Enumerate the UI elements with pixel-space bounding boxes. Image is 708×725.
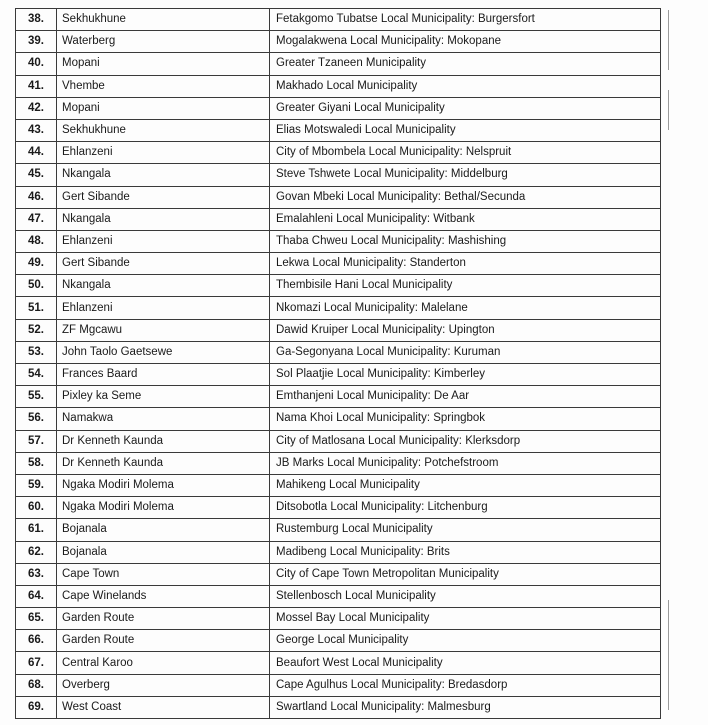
- table-row: [16, 452, 661, 474]
- table-row: [16, 208, 661, 230]
- district-cell: Pixley ka Seme: [57, 386, 270, 408]
- table-row: [16, 652, 661, 674]
- row-number: 61.: [16, 519, 57, 541]
- municipality-cell: Mahikeng Local Municipality: [270, 474, 661, 496]
- district-cell: Ehlanzeni: [57, 230, 270, 252]
- table-row: [16, 474, 661, 496]
- municipality-cell: Swartland Local Municipality: Malmesburg: [270, 696, 661, 718]
- row-number: 67.: [16, 652, 57, 674]
- row-number: 44.: [16, 142, 57, 164]
- row-number: 64.: [16, 585, 57, 607]
- municipality-cell: Madibeng Local Municipality: Brits: [270, 541, 661, 563]
- municipality-cell: Emalahleni Local Municipality: Witbank: [270, 208, 661, 230]
- table-row: [16, 31, 661, 53]
- municipality-cell: Beaufort West Local Municipality: [270, 652, 661, 674]
- district-cell: Central Karoo: [57, 652, 270, 674]
- row-number: 43.: [16, 119, 57, 141]
- district-cell: Vhembe: [57, 75, 270, 97]
- municipality-table: [15, 8, 661, 719]
- row-number: 65.: [16, 608, 57, 630]
- row-number: 62.: [16, 541, 57, 563]
- scan-edge-line: [668, 600, 669, 710]
- table-row: [16, 9, 661, 31]
- district-cell: ZF Mgcawu: [57, 319, 270, 341]
- row-number: 42.: [16, 97, 57, 119]
- table-row: [16, 297, 661, 319]
- municipality-cell: Govan Mbeki Local Municipality: Bethal/Secunda: [270, 186, 661, 208]
- municipality-cell: Cape Agulhus Local Municipality: Bredasdorp: [270, 674, 661, 696]
- table-row: [16, 430, 661, 452]
- row-number: 68.: [16, 674, 57, 696]
- district-cell: Garden Route: [57, 630, 270, 652]
- row-number: 52.: [16, 319, 57, 341]
- row-number: 40.: [16, 53, 57, 75]
- table-row: [16, 53, 661, 75]
- table-row: [16, 386, 661, 408]
- district-cell: Cape Town: [57, 563, 270, 585]
- scan-edge-line: [668, 90, 669, 130]
- district-cell: Mopani: [57, 97, 270, 119]
- table-row: [16, 408, 661, 430]
- table-row: [16, 142, 661, 164]
- table-row: [16, 230, 661, 252]
- municipality-cell: Greater Tzaneen Municipality: [270, 53, 661, 75]
- table-row: [16, 541, 661, 563]
- district-cell: Nkangala: [57, 164, 270, 186]
- table-row: [16, 75, 661, 97]
- district-cell: John Taolo Gaetsewe: [57, 341, 270, 363]
- municipality-cell: Thaba Chweu Local Municipality: Mashishing: [270, 230, 661, 252]
- district-cell: Waterberg: [57, 31, 270, 53]
- row-number: 48.: [16, 230, 57, 252]
- municipality-cell: Rustemburg Local Municipality: [270, 519, 661, 541]
- row-number: 56.: [16, 408, 57, 430]
- row-number: 38.: [16, 9, 57, 31]
- row-number: 54.: [16, 364, 57, 386]
- row-number: 58.: [16, 452, 57, 474]
- municipality-cell: Ga-Segonyana Local Municipality: Kuruman: [270, 341, 661, 363]
- table-row: [16, 519, 661, 541]
- district-cell: Nkangala: [57, 208, 270, 230]
- district-cell: Bojanala: [57, 519, 270, 541]
- district-cell: Ngaka Modiri Molema: [57, 474, 270, 496]
- municipality-cell: Makhado Local Municipality: [270, 75, 661, 97]
- municipality-cell: Mogalakwena Local Municipality: Mokopane: [270, 31, 661, 53]
- row-number: 41.: [16, 75, 57, 97]
- municipality-cell: Stellenbosch Local Municipality: [270, 585, 661, 607]
- row-number: 39.: [16, 31, 57, 53]
- municipality-cell: Fetakgomo Tubatse Local Municipality: Burgersfort: [270, 9, 661, 31]
- table-row: [16, 275, 661, 297]
- municipality-cell: Sol Plaatjie Local Municipality: Kimberley: [270, 364, 661, 386]
- district-cell: Namakwa: [57, 408, 270, 430]
- municipality-cell: Nama Khoi Local Municipality: Springbok: [270, 408, 661, 430]
- table-row: [16, 497, 661, 519]
- municipality-cell: JB Marks Local Municipality: Potchefstroom: [270, 452, 661, 474]
- row-number: 59.: [16, 474, 57, 496]
- row-number: 66.: [16, 630, 57, 652]
- table-row: [16, 164, 661, 186]
- row-number: 69.: [16, 696, 57, 718]
- district-cell: Dr Kenneth Kaunda: [57, 430, 270, 452]
- table-row: [16, 674, 661, 696]
- district-cell: Gert Sibande: [57, 253, 270, 275]
- municipality-cell: Greater Giyani Local Municipality: [270, 97, 661, 119]
- district-cell: Ehlanzeni: [57, 297, 270, 319]
- table-row: [16, 696, 661, 718]
- district-cell: West Coast: [57, 696, 270, 718]
- municipality-cell: Lekwa Local Municipality: Standerton: [270, 253, 661, 275]
- table-row: [16, 253, 661, 275]
- municipality-cell: Elias Motswaledi Local Municipality: [270, 119, 661, 141]
- district-cell: Overberg: [57, 674, 270, 696]
- municipality-cell: Emthanjeni Local Municipality: De Aar: [270, 386, 661, 408]
- district-cell: Ehlanzeni: [57, 142, 270, 164]
- row-number: 55.: [16, 386, 57, 408]
- district-cell: Sekhukhune: [57, 119, 270, 141]
- scan-edge-line: [668, 10, 669, 70]
- municipality-cell: Ditsobotla Local Municipality: Litchenburg: [270, 497, 661, 519]
- row-number: 63.: [16, 563, 57, 585]
- municipality-cell: Mossel Bay Local Municipality: [270, 608, 661, 630]
- municipality-cell: City of Mbombela Local Municipality: Nelspruit: [270, 142, 661, 164]
- municipality-cell: Nkomazi Local Municipality: Malelane: [270, 297, 661, 319]
- district-cell: Mopani: [57, 53, 270, 75]
- table-row: [16, 186, 661, 208]
- district-cell: Garden Route: [57, 608, 270, 630]
- district-cell: Frances Baard: [57, 364, 270, 386]
- municipality-cell: Dawid Kruiper Local Municipality: Upington: [270, 319, 661, 341]
- table-row: [16, 608, 661, 630]
- table-row: [16, 319, 661, 341]
- district-cell: Dr Kenneth Kaunda: [57, 452, 270, 474]
- table-body: [16, 9, 661, 719]
- table-row: [16, 97, 661, 119]
- district-cell: Ngaka Modiri Molema: [57, 497, 270, 519]
- district-cell: Cape Winelands: [57, 585, 270, 607]
- table-row: [16, 563, 661, 585]
- district-cell: Nkangala: [57, 275, 270, 297]
- municipality-cell: Steve Tshwete Local Municipality: Middelburg: [270, 164, 661, 186]
- municipality-cell: City of Matlosana Local Municipality: Klerksdorp: [270, 430, 661, 452]
- row-number: 53.: [16, 341, 57, 363]
- row-number: 50.: [16, 275, 57, 297]
- municipality-cell: City of Cape Town Metropolitan Municipality: [270, 563, 661, 585]
- table-row: [16, 630, 661, 652]
- district-cell: Sekhukhune: [57, 9, 270, 31]
- row-number: 51.: [16, 297, 57, 319]
- row-number: 57.: [16, 430, 57, 452]
- district-cell: Bojanala: [57, 541, 270, 563]
- row-number: 60.: [16, 497, 57, 519]
- row-number: 49.: [16, 253, 57, 275]
- row-number: 47.: [16, 208, 57, 230]
- municipality-cell: George Local Municipality: [270, 630, 661, 652]
- table-row: [16, 585, 661, 607]
- row-number: 45.: [16, 164, 57, 186]
- table-row: [16, 341, 661, 363]
- municipality-cell: Thembisile Hani Local Municipality: [270, 275, 661, 297]
- district-cell: Gert Sibande: [57, 186, 270, 208]
- table-row: [16, 119, 661, 141]
- row-number: 46.: [16, 186, 57, 208]
- table-row: [16, 364, 661, 386]
